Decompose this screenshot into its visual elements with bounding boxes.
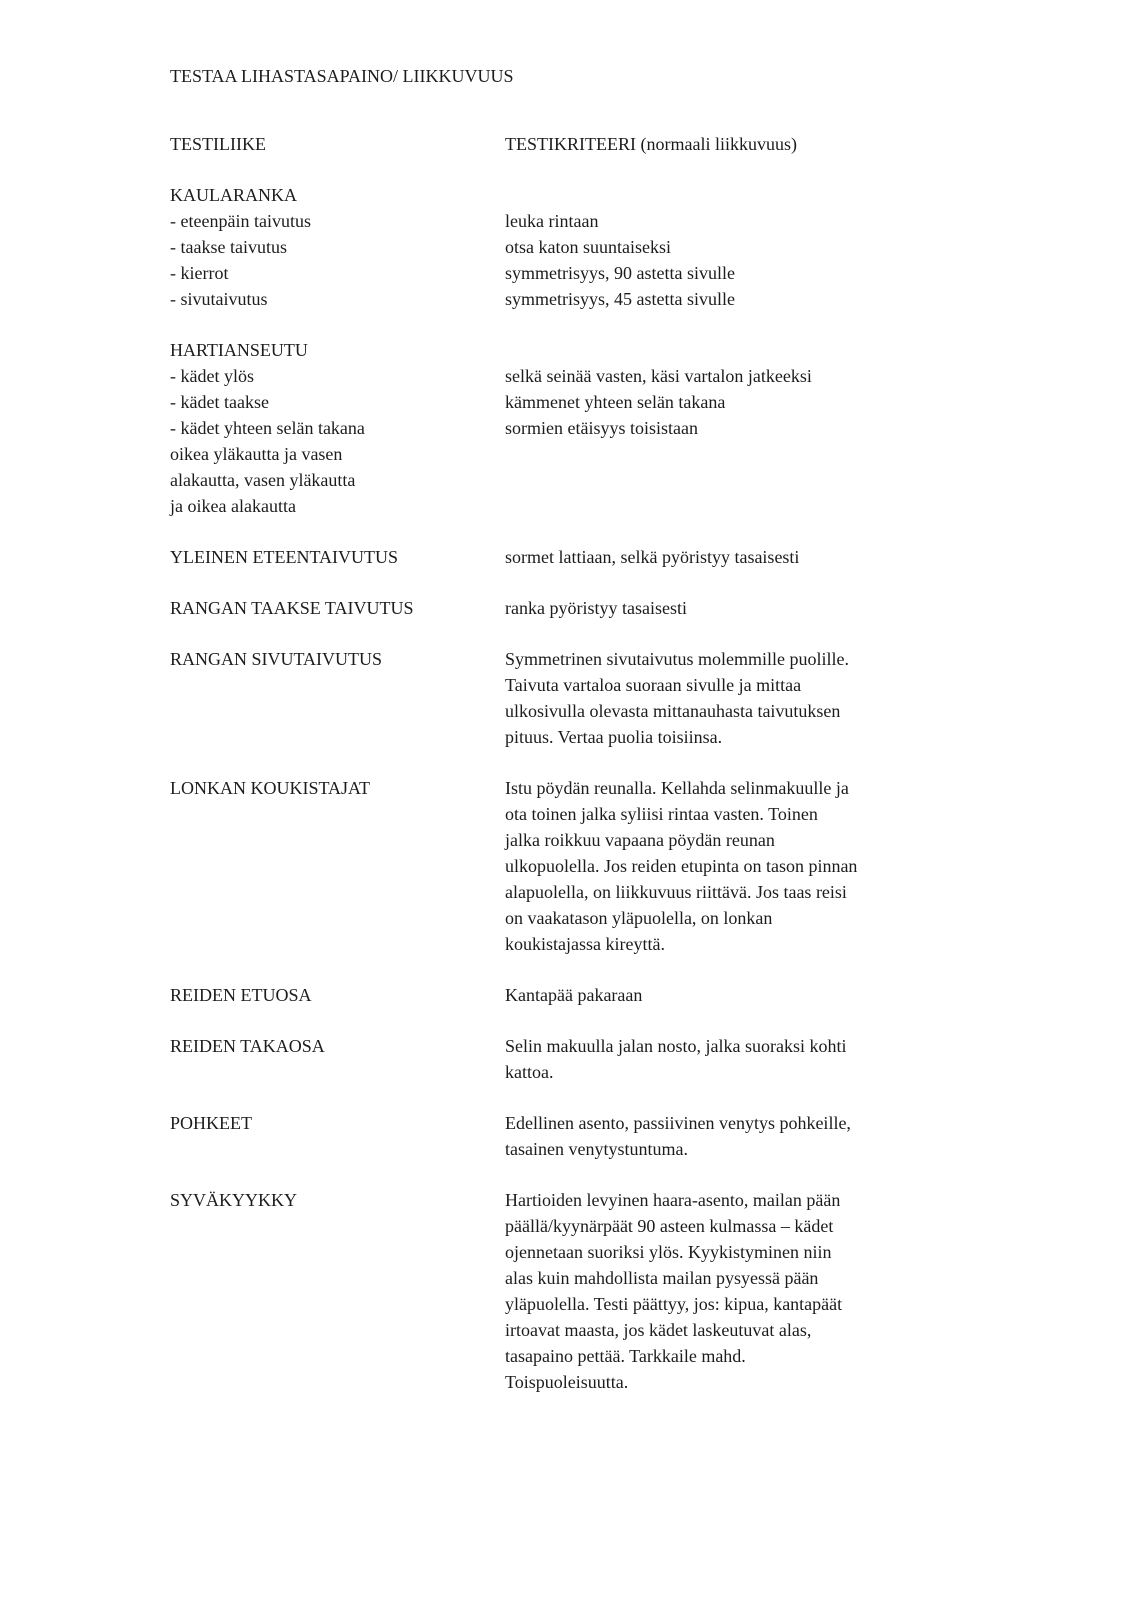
column-header-testikriteeri: TESTIKRITEERI (normaali liikkuvuus) — [505, 134, 797, 154]
test-move-cell — [170, 337, 505, 519]
text-line: RANGAN SIVUTAIVUTUS — [170, 649, 383, 669]
text-line: symmetrisyys, 90 astetta sivulle — [505, 263, 735, 283]
test-criteria-cell — [505, 595, 975, 621]
test-criteria-cell — [505, 182, 975, 312]
test-criteria-cell — [505, 1187, 975, 1395]
text-line: ota toinen jalka syliisi rintaa vasten. Toinen — [505, 804, 818, 824]
section-row — [170, 982, 1111, 1008]
section-row — [170, 775, 1111, 957]
text-line: Symmetrinen sivutaivutus molemmille puolille. — [505, 649, 849, 669]
text-line: - kädet ylös — [170, 366, 254, 386]
text-line: KAULARANKA — [170, 185, 297, 205]
text-line: selkä seinää vasten, käsi vartalon jatkeeksi — [505, 366, 812, 386]
text-line: ja oikea alakautta — [170, 496, 296, 516]
text-line: HARTIANSEUTU — [170, 340, 308, 360]
test-move-cell — [170, 982, 505, 1008]
text-line: - eteenpäin taivutus — [170, 211, 311, 231]
test-move-cell — [170, 775, 505, 957]
text-line: yläpuolella. Testi päättyy, jos: kipua, kantapäät — [505, 1294, 843, 1314]
text-line: alapuolella, on liikkuvuus riittävä. Jos taas reisi — [505, 882, 847, 902]
text-line: päällä/kyynärpäät 90 asteen kulmassa – kädet — [505, 1216, 834, 1236]
test-move-cell — [170, 646, 505, 750]
section-row — [170, 646, 1111, 750]
section-row — [170, 337, 1111, 519]
text-line: ulkosivulla olevasta mittanauhasta taivutuksen — [505, 701, 841, 721]
text-line: otsa katon suuntaiseksi — [505, 237, 671, 257]
section-row — [170, 1187, 1111, 1395]
test-criteria-cell — [505, 1110, 975, 1162]
text-line: REIDEN TAKAOSA — [170, 1036, 325, 1056]
text-line: tasainen venytystuntuma. — [505, 1139, 688, 1159]
text-line: - kierrot — [170, 263, 229, 283]
test-sections — [170, 182, 1111, 1395]
text-line: koukistajassa kireyttä. — [505, 934, 665, 954]
text-line: sormien etäisyys toisistaan — [505, 418, 698, 438]
text-line: ulkopuolella. Jos reiden etupinta on tason pinnan — [505, 856, 858, 876]
text-line: Selin makuulla jalan nosto, jalka suoraksi kohti — [505, 1036, 847, 1056]
section-row — [170, 182, 1111, 312]
column-header-testiliike: TESTILIIKE — [170, 134, 266, 154]
text-line: oikea yläkautta ja vasen — [170, 444, 343, 464]
test-move-cell — [170, 182, 505, 312]
text-line: kattoa. — [505, 1062, 554, 1082]
test-move-cell — [170, 1110, 505, 1162]
text-line: LONKAN KOUKISTAJAT — [170, 778, 371, 798]
text-line: Kantapää pakaraan — [505, 985, 643, 1005]
section-row — [170, 1033, 1111, 1085]
test-criteria-cell — [505, 337, 975, 519]
text-line: Taivuta vartaloa suoraan sivulle ja mittaa — [505, 675, 802, 695]
text-line: POHKEET — [170, 1113, 252, 1133]
test-move-cell — [170, 1187, 505, 1395]
test-move-cell — [170, 544, 505, 570]
text-line: Istu pöydän reunalla. Kellahda selinmakuulle ja — [505, 778, 849, 798]
text-line: ojennetaan suoriksi ylös. Kyykistyminen niin — [505, 1242, 832, 1262]
text-line: jalka roikkuu vapaana pöydän reunan — [505, 830, 775, 850]
test-move-cell — [170, 1033, 505, 1085]
text-line: symmetrisyys, 45 astetta sivulle — [505, 289, 735, 309]
test-criteria-cell — [505, 1033, 975, 1085]
section-row — [170, 544, 1111, 570]
text-line: REIDEN ETUOSA — [170, 985, 312, 1005]
text-line: tasapaino pettää. Tarkkaile mahd. — [505, 1346, 746, 1366]
column-headers — [170, 131, 1111, 157]
text-line: ranka pyöristyy tasaisesti — [505, 598, 687, 618]
section-row — [170, 595, 1111, 621]
text-line: YLEINEN ETEENTAIVUTUS — [170, 547, 399, 567]
text-line: Toispuoleisuutta. — [505, 1372, 629, 1392]
text-line: RANGAN TAAKSE TAIVUTUS — [170, 598, 414, 618]
section-row — [170, 1110, 1111, 1162]
text-line: - kädet taakse — [170, 392, 269, 412]
test-criteria-cell — [505, 646, 975, 750]
text-line: SYVÄKYYKKY — [170, 1190, 298, 1210]
text-line: Hartioiden levyinen haara-asento, mailan pään — [505, 1190, 841, 1210]
text-line: Edellinen asento, passiivinen venytys pohkeille, — [505, 1113, 851, 1133]
text-line: - sivutaivutus — [170, 289, 268, 309]
text-line: leuka rintaan — [505, 211, 599, 231]
text-line: alakautta, vasen yläkautta — [170, 470, 356, 490]
text-line — [505, 182, 975, 208]
text-line: - taakse taivutus — [170, 237, 287, 257]
text-line: kämmenet yhteen selän takana — [505, 392, 726, 412]
text-line: - kädet yhteen selän takana — [170, 418, 365, 438]
test-criteria-cell — [505, 544, 975, 570]
text-line: alas kuin mahdollista mailan pysyessä pään — [505, 1268, 819, 1288]
text-line — [505, 337, 975, 363]
text-line: on vaakatason yläpuolella, on lonkan — [505, 908, 773, 928]
test-criteria-cell — [505, 775, 975, 957]
test-criteria-cell — [505, 982, 975, 1008]
test-move-cell — [170, 595, 505, 621]
text-line: sormet lattiaan, selkä pyöristyy tasaisesti — [505, 547, 800, 567]
text-line: pituus. Vertaa puolia toisiinsa. — [505, 727, 723, 747]
text-line: irtoavat maasta, jos kädet laskeutuvat alas, — [505, 1320, 812, 1340]
document-title: TESTAA LIHASTASAPAINO/ LIIKKUVUUS — [170, 66, 514, 86]
